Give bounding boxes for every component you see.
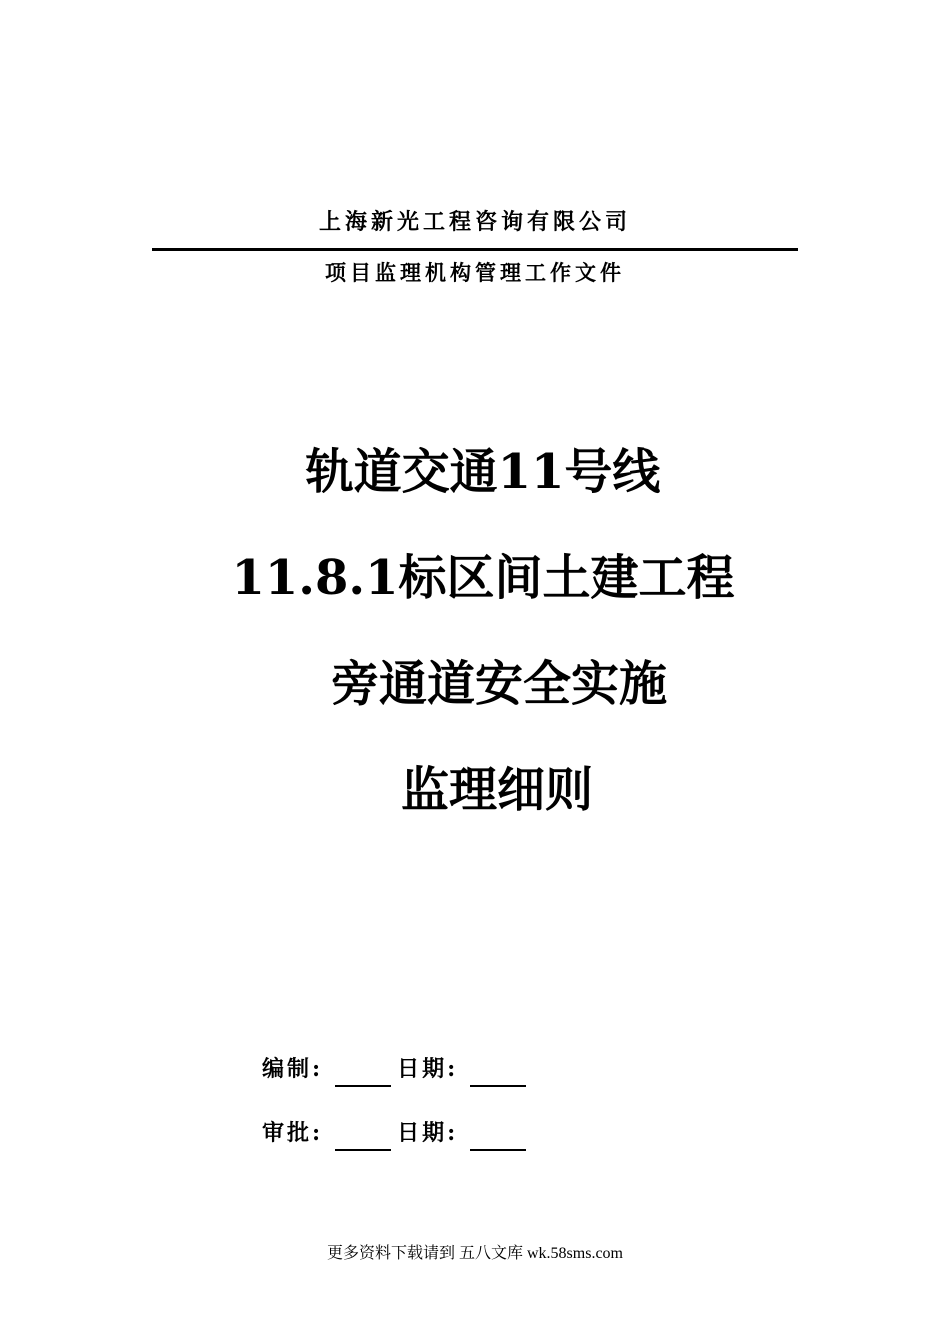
title-line-4: 监理细则 <box>400 762 593 818</box>
company-name: 上海新光工程咨询有限公司 <box>318 209 631 235</box>
compiled-row <box>262 1051 532 1087</box>
title-line-2: 11.8.1标区间土建工程 <box>231 550 735 606</box>
compiled-label: 编制: <box>262 1056 324 1082</box>
approved-label: 审批: <box>262 1120 324 1146</box>
title-line-3: 旁通道安全实施 <box>330 656 667 712</box>
header-divider <box>152 248 798 251</box>
approved-date-blank <box>470 1125 526 1151</box>
approved-row <box>262 1115 532 1151</box>
footer-note: 更多资料下载请到 五八文库 wk.58sms.com <box>326 1245 623 1262</box>
compiled-date-blank <box>470 1061 526 1087</box>
compiled-by-blank <box>335 1061 391 1087</box>
title-line-1: 轨道交通11号线 <box>305 444 661 500</box>
approved-date-label: 日期: <box>397 1120 459 1146</box>
document-category: 项目监理机构管理工作文件 <box>325 260 625 285</box>
compiled-date-label: 日期: <box>397 1056 459 1082</box>
approved-by-blank <box>335 1125 391 1151</box>
